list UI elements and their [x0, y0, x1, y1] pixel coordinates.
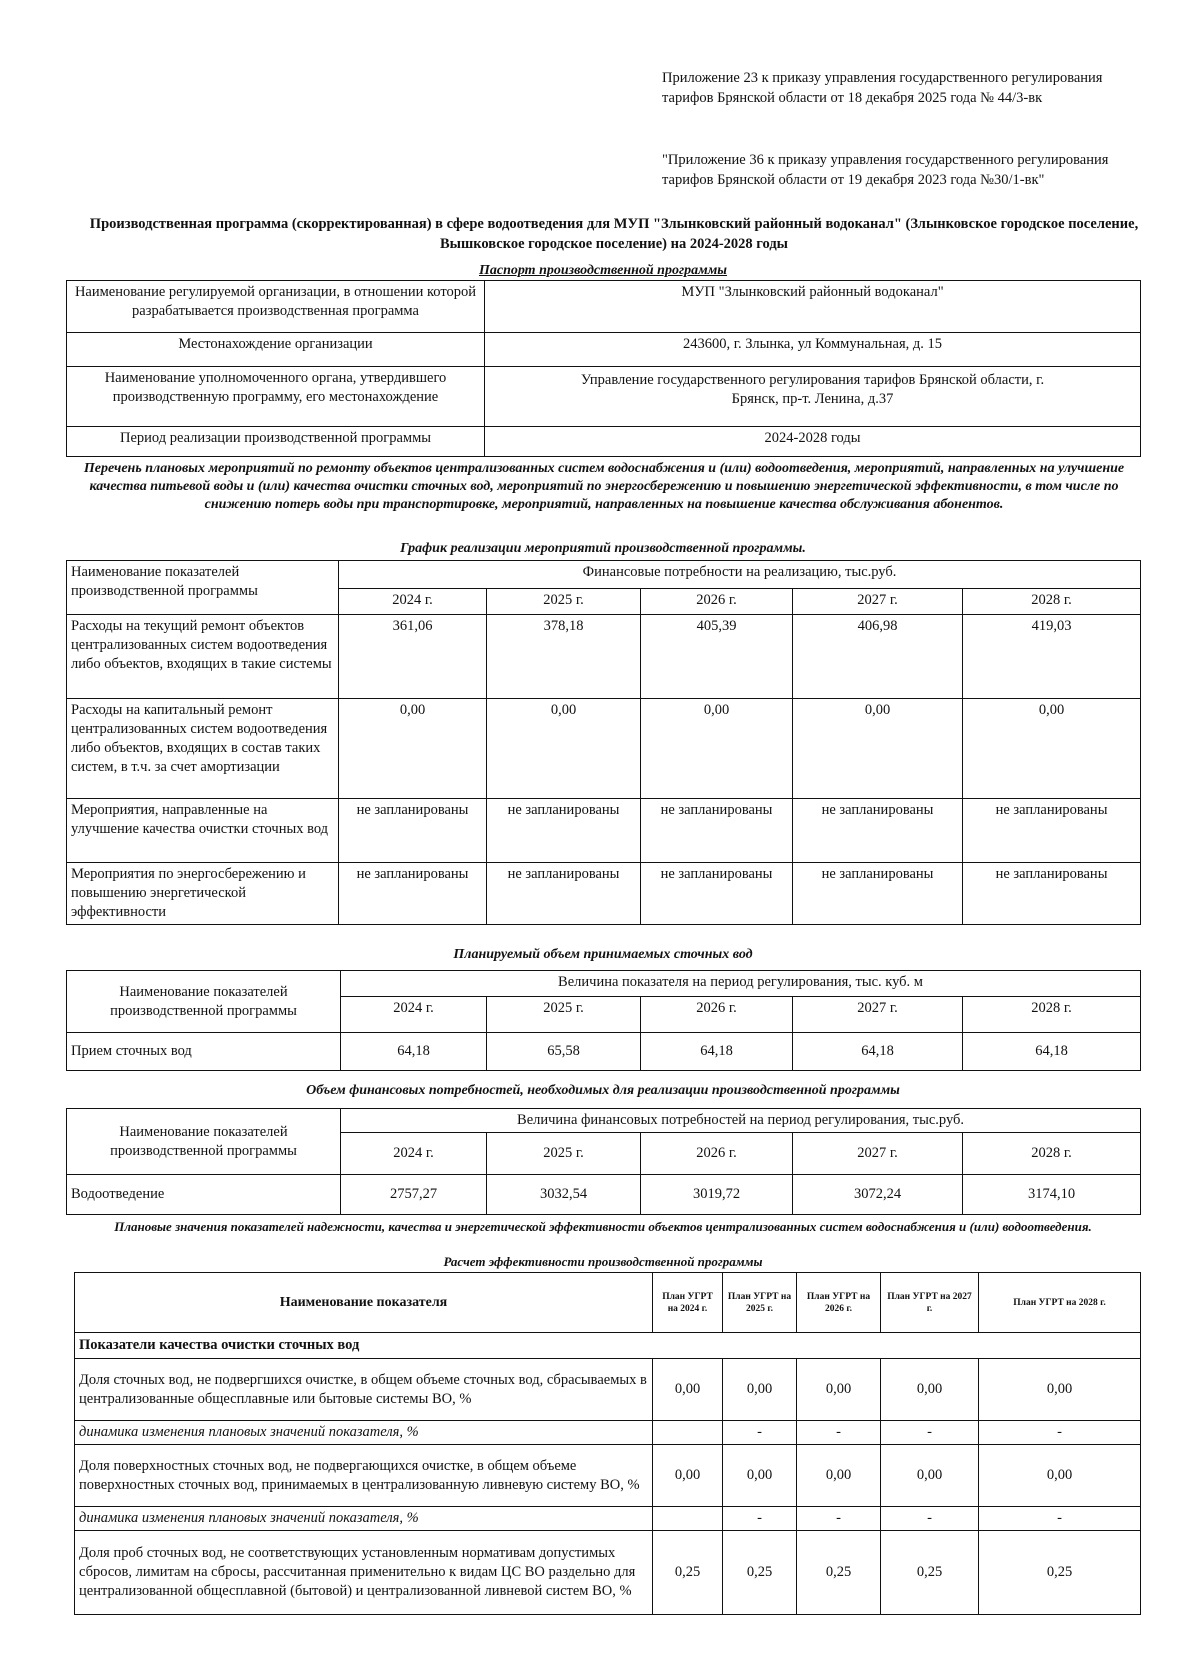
cell-value: 0,00 — [797, 1359, 881, 1421]
year-header: 2024 г. — [339, 589, 487, 615]
cell-value: 64,18 — [963, 1033, 1141, 1071]
cell-value: - — [797, 1507, 881, 1531]
plan-header: План УГРТ на 2026 г. — [797, 1273, 881, 1333]
volume-table — [66, 970, 1141, 1071]
volume-head-label: Наименование показателей производственной программы — [67, 971, 341, 1033]
cell-value: 64,18 — [793, 1033, 963, 1071]
cell-value: - — [723, 1421, 797, 1445]
cell-value: - — [797, 1421, 881, 1445]
finance-head-group: Величина финансовых потребностей на период регулирования, тыс.руб. — [341, 1109, 1141, 1133]
cell-value: 419,03 — [963, 615, 1141, 699]
cell-value — [653, 1507, 723, 1531]
cell-value: не запланированы — [793, 799, 963, 863]
plan-header: План УГРТ на 2027 г. — [881, 1273, 979, 1333]
table-row — [67, 281, 1141, 333]
table-row — [67, 699, 1141, 799]
passport-value: 2024-2028 годы — [485, 427, 1141, 457]
cell-value: 0,25 — [653, 1531, 723, 1615]
row-label: Мероприятия, направленные на улучшение качества очистки сточных вод — [67, 799, 339, 863]
cell-value: 0,00 — [723, 1445, 797, 1507]
row-label: динамика изменения плановых значений показателя, % — [75, 1507, 653, 1531]
cell-value: 0,25 — [723, 1531, 797, 1615]
plan-header: План УГРТ на 2025 г. — [723, 1273, 797, 1333]
cell-value: 0,00 — [653, 1359, 723, 1421]
year-header: 2026 г. — [641, 997, 793, 1033]
measures-caption: Перечень плановых мероприятий по ремонту объектов централизованных систем водоснабжения и (или) водоотведения, мероприятий, направленных на улучшение качества питьевой воды и (или) качества очистки сточных вод, мероприятий по энергосбережению и повышению энергетической эффективности, в том числе по снижению потерь воды при транспортировке, мероприятий, направленных на повышение качества обслуживания абонентов. — [83, 461, 1125, 512]
table-row — [67, 367, 1141, 427]
cell-value: 64,18 — [641, 1033, 793, 1071]
cell-value: не запланированы — [641, 863, 793, 925]
table-row — [67, 333, 1141, 367]
cell-value: 0,00 — [881, 1359, 979, 1421]
cell-value: 0,00 — [641, 699, 793, 799]
finance-table — [66, 1108, 1141, 1215]
year-header: 2027 г. — [793, 589, 963, 615]
table-row — [75, 1531, 1141, 1615]
table-row — [67, 1175, 1141, 1215]
cell-value: 0,00 — [653, 1445, 723, 1507]
measures-table — [66, 560, 1141, 925]
cell-value: - — [881, 1507, 979, 1531]
table-row — [75, 1421, 1141, 1445]
efficiency-table — [74, 1272, 1141, 1615]
year-header: 2027 г. — [793, 997, 963, 1033]
table-row — [67, 799, 1141, 863]
passport-label: Период реализации производственной программы — [67, 427, 485, 457]
cell-value: 3072,24 — [793, 1175, 963, 1215]
plan-header: План УГРТ на 2024 г. — [653, 1273, 723, 1333]
row-label: Мероприятия по энергосбережению и повышению энергетической эффективности — [67, 863, 339, 925]
measures-head-group: Финансовые потребности на реализацию, тыс.руб. — [339, 561, 1141, 589]
passport-caption: Паспорт производственной программы — [478, 263, 728, 278]
row-label: Доля сточных вод, не подвергшихся очистке, в общем объеме сточных вод, сбрасываемых в централизованные общесплавные или бытовые системы ВО, % — [75, 1359, 653, 1421]
document-title: Производственная программа (скорректированная) в сфере водоотведения для МУП "Злынковский районный водоканал" (Злынковское городское поселение, Вышковское городское поселение) на 2024-2028 годы — [89, 216, 1139, 252]
cell-value: 3032,54 — [487, 1175, 641, 1215]
section-heading: Показатели качества очистки сточных вод — [75, 1333, 1141, 1359]
cell-value: не запланированы — [487, 863, 641, 925]
table-row — [75, 1445, 1141, 1507]
cell-value: 3019,72 — [641, 1175, 793, 1215]
annex-note-1: Приложение 23 к приказу управления государственного регулирования тарифов Брянской области от 18 декабря 2025 года № 44/3-вк — [662, 70, 1103, 106]
cell-value: 406,98 — [793, 615, 963, 699]
cell-value: - — [979, 1507, 1141, 1531]
cell-value: 405,39 — [641, 615, 793, 699]
cell-value: 361,06 — [339, 615, 487, 699]
table-row — [75, 1359, 1141, 1421]
cell-value: 0,00 — [487, 699, 641, 799]
table-row — [75, 1273, 1141, 1333]
cell-value: 0,00 — [797, 1445, 881, 1507]
cell-value: 2757,27 — [341, 1175, 487, 1215]
cell-value: 0,00 — [881, 1445, 979, 1507]
row-label: Расходы на текущий ремонт объектов централизованных систем водоотведения либо объектов, входящих в такие системы — [67, 615, 339, 699]
year-header: 2028 г. — [963, 589, 1141, 615]
table-row — [67, 863, 1141, 925]
measures-subcaption: График реализации мероприятий производственной программы. — [400, 541, 806, 556]
row-label: Прием сточных вод — [67, 1033, 341, 1071]
cell-value: 0,25 — [979, 1531, 1141, 1615]
cell-value: 0,00 — [723, 1359, 797, 1421]
cell-value: - — [881, 1421, 979, 1445]
table-row — [75, 1507, 1141, 1531]
row-label: Расходы на капитальный ремонт централизованных систем водоотведения либо объектов, входящих в состав таких систем, в т.ч. за счет амортизации — [67, 699, 339, 799]
table-row — [67, 615, 1141, 699]
annex-note-2: "Приложение 36 к приказу управления государственного регулирования тарифов Брянской области от 19 декабря 2023 года №30/1-вк" — [662, 152, 1109, 188]
passport-label: Наименование регулируемой организации, в отношении которой разрабатывается производственная программа — [67, 281, 485, 333]
finance-head-label: Наименование показателей производственной программы — [67, 1109, 341, 1175]
year-header: 2026 г. — [641, 589, 793, 615]
passport-label: Наименование уполномоченного органа, утвердившего производственную программу, его местонахождение — [67, 367, 485, 427]
efficiency-caption: Плановые значения показателей надежности, качества и энергетической эффективности объектов централизованных систем водоснабжения и (или) водоотведения. — [114, 1219, 1092, 1234]
cell-value: 0,25 — [881, 1531, 979, 1615]
table-row — [67, 561, 1141, 589]
cell-value: не запланированы — [487, 799, 641, 863]
cell-value: не запланированы — [339, 863, 487, 925]
cell-value: 0,00 — [963, 699, 1141, 799]
year-header: 2025 г. — [487, 997, 641, 1033]
cell-value: 0,00 — [979, 1445, 1141, 1507]
year-header: 2024 г. — [341, 1133, 487, 1175]
cell-value: не запланированы — [963, 863, 1141, 925]
year-header: 2027 г. — [793, 1133, 963, 1175]
cell-value: не запланированы — [339, 799, 487, 863]
passport-table — [66, 280, 1141, 457]
cell-value: 64,18 — [341, 1033, 487, 1071]
passport-value: МУП "Злынковский районный водоканал" — [485, 281, 1141, 333]
cell-value: 0,00 — [793, 699, 963, 799]
table-row — [67, 1033, 1141, 1071]
row-label: Доля проб сточных вод, не соответствующих установленным нормативам допустимых сбросов, лимитам на сбросы, рассчитанная применительно к видам ЦС ВО раздельно для централизованной общесплавной (бытовой) и централизованной ливневой систем ВО, % — [75, 1531, 653, 1615]
table-row — [75, 1333, 1141, 1359]
passport-label: Местонахождение организации — [67, 333, 485, 367]
cell-value: 0,00 — [339, 699, 487, 799]
table-row — [67, 1109, 1141, 1133]
row-label: динамика изменения плановых значений показателя, % — [75, 1421, 653, 1445]
year-header: 2028 г. — [963, 1133, 1141, 1175]
cell-value: 0,00 — [979, 1359, 1141, 1421]
row-label: Доля поверхностных сточных вод, не подвергающихся очистке, в общем объеме поверхностных сточных вод, принимаемых в централизованную ливневую систему ВО, % — [75, 1445, 653, 1507]
cell-value — [653, 1421, 723, 1445]
table-row — [67, 427, 1141, 457]
plan-header: План УГРТ на 2028 г. — [979, 1273, 1141, 1333]
finance-caption: Объем финансовых потребностей, необходимых для реализации производственной программы — [306, 1083, 900, 1098]
measures-head-label: Наименование показателей производственной программы — [67, 561, 339, 615]
cell-value: 3174,10 — [963, 1175, 1141, 1215]
cell-value: 65,58 — [487, 1033, 641, 1071]
efficiency-head-label: Наименование показателя — [75, 1273, 653, 1333]
table-row — [67, 971, 1141, 997]
cell-value: не запланированы — [641, 799, 793, 863]
cell-value: - — [979, 1421, 1141, 1445]
cell-value: 378,18 — [487, 615, 641, 699]
year-header: 2028 г. — [963, 997, 1141, 1033]
cell-value: не запланированы — [793, 863, 963, 925]
volume-head-group: Величина показателя на период регулирования, тыс. куб. м — [341, 971, 1141, 997]
passport-value: 243600, г. Злынка, ул Коммунальная, д. 15 — [485, 333, 1141, 367]
year-header: 2026 г. — [641, 1133, 793, 1175]
cell-value: - — [723, 1507, 797, 1531]
year-header: 2025 г. — [487, 1133, 641, 1175]
row-label: Водоотведение — [67, 1175, 341, 1215]
cell-value: 0,25 — [797, 1531, 881, 1615]
year-header: 2024 г. — [341, 997, 487, 1033]
cell-value: не запланированы — [963, 799, 1141, 863]
passport-value: Управление государственного регулирования тарифов Брянской области, г. Брянск, пр-т. Ленина, д.37 — [485, 367, 1141, 427]
efficiency-subcaption: Расчет эффективности производственной программы — [443, 1254, 763, 1269]
volume-caption: Планируемый объем принимаемых сточных вод — [453, 947, 753, 962]
year-header: 2025 г. — [487, 589, 641, 615]
